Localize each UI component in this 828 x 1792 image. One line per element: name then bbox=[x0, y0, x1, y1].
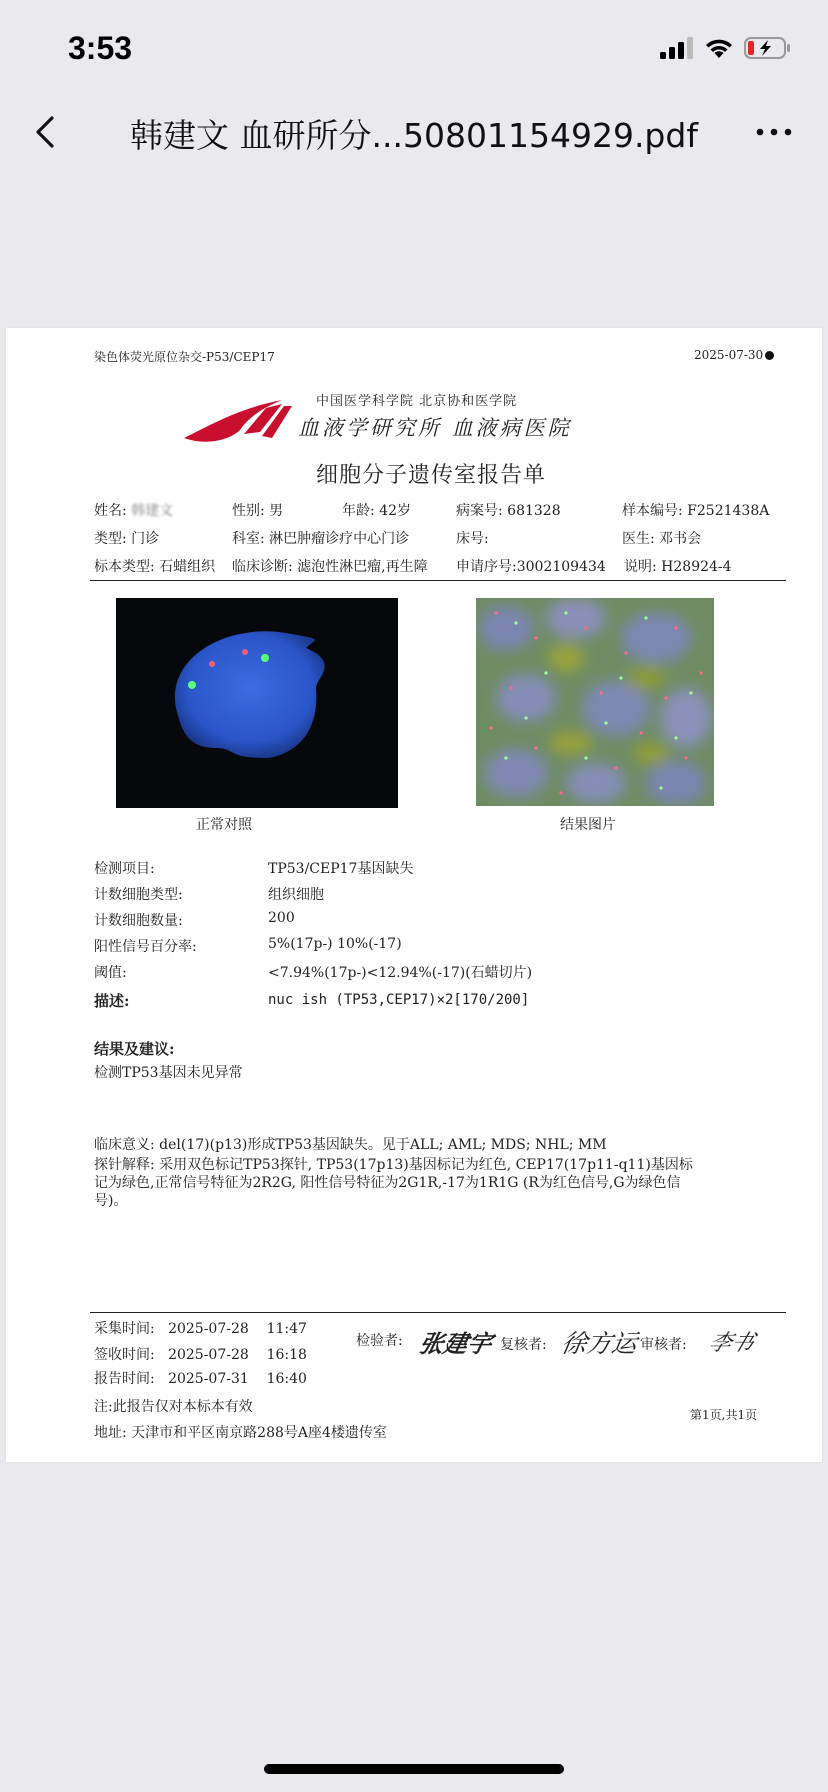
result-value-cell-type: 组织细胞 bbox=[268, 887, 324, 903]
institution-line2: 血液学研究所 血液病医院 bbox=[298, 416, 572, 440]
auditor-label: 审核者: bbox=[640, 1337, 687, 1353]
status-icons bbox=[660, 36, 792, 60]
reviewer-label: 复核者: bbox=[500, 1337, 547, 1353]
back-chevron-icon[interactable] bbox=[28, 114, 64, 150]
reviewer-signature: 徐方运 bbox=[559, 1329, 640, 1358]
lab-address: 地址: 天津市和平区南京路288号A座4楼遗传室 bbox=[94, 1425, 387, 1441]
document-title: 韩建文 血研所分...50801154929.pdf bbox=[130, 116, 698, 155]
department: 科室: 淋巴肿瘤诊疗中心门诊 bbox=[232, 531, 410, 547]
clinical-diagnosis: 临床诊断: 滤泡性淋巴瘤,再生障 bbox=[232, 559, 428, 575]
institution-logo-icon bbox=[182, 394, 294, 448]
patient-gender: 性别: 男 bbox=[232, 503, 284, 519]
more-options-icon[interactable] bbox=[754, 124, 794, 140]
report-header-date: 2025-07-30 bbox=[694, 348, 774, 362]
result-label-cell-type: 计数细胞类型: bbox=[94, 887, 183, 903]
cellular-signal-icon bbox=[660, 37, 694, 59]
patient-type: 类型: 门诊 bbox=[94, 531, 160, 547]
inspector-signature: 张建宇 bbox=[416, 1329, 495, 1358]
footer-divider bbox=[90, 1312, 786, 1313]
description-value: nuc ish (TP53,CEP17)×2[170/200] bbox=[268, 992, 530, 1008]
header-divider bbox=[90, 580, 786, 581]
request-number: 申请序号:3002109434 bbox=[456, 559, 606, 575]
result-label-threshold: 阈值: bbox=[94, 965, 127, 981]
note: 说明: H28924-4 bbox=[624, 559, 732, 575]
bed-number: 床号: bbox=[456, 531, 489, 547]
institution-line1: 中国医学科学院 北京协和医学院 bbox=[316, 394, 518, 409]
report-type-header: 染色体荧光原位杂交-P53/CEP17 bbox=[94, 350, 275, 364]
result-value-threshold: <7.94%(17p-)<12.94%(-17)(石蜡切片) bbox=[268, 965, 533, 981]
result-label-test-item: 检测项目: bbox=[94, 861, 155, 877]
receive-time: 签收时间: 2025-07-28 16:18 bbox=[94, 1347, 307, 1363]
description-label: 描述: bbox=[94, 992, 130, 1010]
normal-control-image bbox=[116, 598, 398, 808]
doctor: 医生: 邓书会 bbox=[622, 531, 702, 547]
case-number: 病案号: 681328 bbox=[456, 503, 561, 519]
report-time: 报告时间: 2025-07-31 16:40 bbox=[94, 1371, 307, 1387]
status-bar bbox=[0, 0, 828, 96]
clinical-significance: 临床意义: del(17)(p13)形成TP53基因缺失。见于ALL; AML; MDS; NHL; MM bbox=[94, 1137, 607, 1153]
result-value-positive-rate: 5%(17p-) 10%(-17) bbox=[268, 936, 402, 952]
wifi-icon bbox=[704, 37, 734, 59]
page-number: 第1页,共1页 bbox=[690, 1408, 758, 1422]
home-indicator[interactable] bbox=[264, 1764, 564, 1774]
report-disclaimer: 注:此报告仅对本标本有效 bbox=[94, 1399, 253, 1415]
result-label-positive-rate: 阳性信号百分率: bbox=[94, 939, 197, 955]
probe-explanation-line2: 记为绿色,正常信号特征为2R2G, 阳性信号特征为2G1R,-17为1R1G (R为红色信号,G为绿色信 bbox=[94, 1175, 681, 1191]
status-time: 3:53 bbox=[68, 30, 133, 66]
sample-number: 样本编号: F2521438A bbox=[622, 503, 770, 519]
auditor-signature: 李书 bbox=[705, 1331, 758, 1356]
conclusion-label: 结果及建议: bbox=[94, 1040, 175, 1058]
result-value-test-item: TP53/CEP17基因缺失 bbox=[268, 861, 414, 877]
specimen-type: 标本类型: 石蜡组织 bbox=[94, 559, 216, 575]
result-image bbox=[476, 598, 714, 806]
patient-name: 姓名: 韩建文 bbox=[94, 503, 174, 519]
nav-bar bbox=[0, 100, 828, 164]
result-value-cell-count: 200 bbox=[268, 910, 295, 926]
pdf-page[interactable] bbox=[6, 328, 822, 1462]
result-label-cell-count: 计数细胞数量: bbox=[94, 913, 183, 929]
battery-charging-icon bbox=[744, 36, 792, 60]
conclusion-value: 检测TP53基因未见异常 bbox=[94, 1065, 243, 1081]
patient-age: 年龄: 42岁 bbox=[342, 503, 411, 519]
probe-explanation-line3: 号)。 bbox=[94, 1193, 128, 1209]
inspector-label: 检验者: bbox=[356, 1333, 403, 1349]
report-title: 细胞分子遗传室报告单 bbox=[316, 463, 547, 488]
collect-time: 采集时间: 2025-07-28 11:47 bbox=[94, 1321, 307, 1337]
normal-control-caption: 正常对照 bbox=[196, 817, 252, 833]
result-image-caption: 结果图片 bbox=[560, 817, 616, 833]
probe-explanation-line1: 探针解释: 采用双色标记TP53探针, TP53(17p13)基因标记为红色, CEP17(17p11-q11)基因标 bbox=[94, 1157, 693, 1173]
